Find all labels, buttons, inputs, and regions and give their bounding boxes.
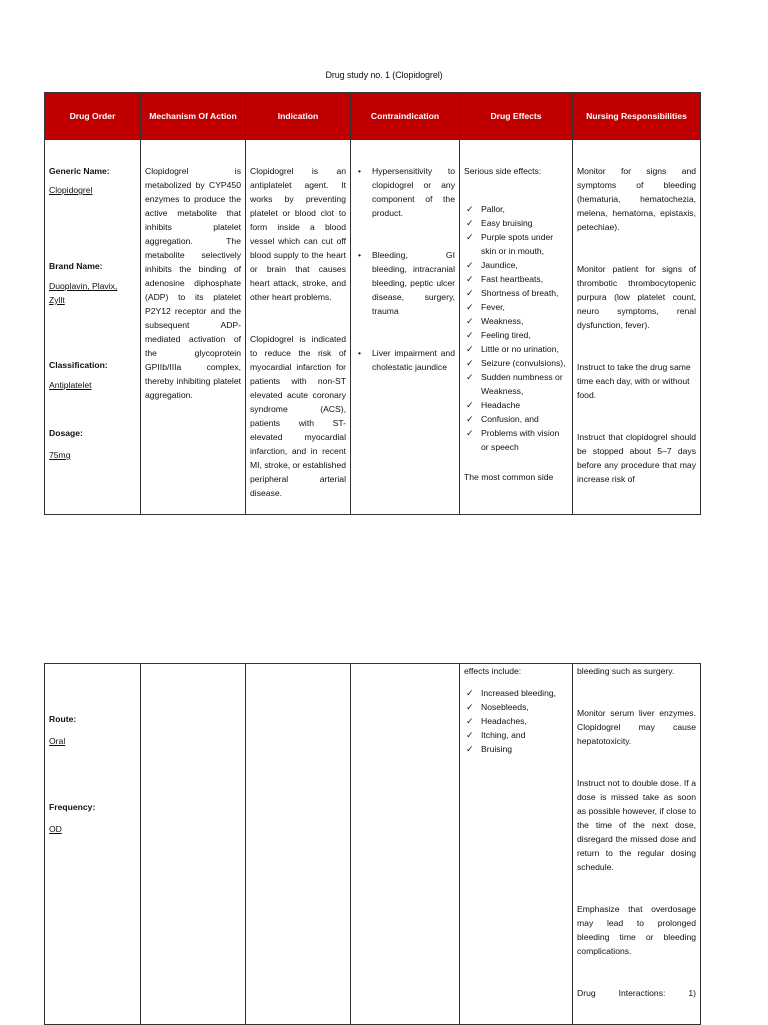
classification-label: Classification:: [49, 360, 108, 370]
nursing-item: Instruct not to double dose. If a dose is missed take as soon as possible however, if close to the time of the next dose, disregard the missed dose and return to the regular dosing schedule.: [577, 778, 696, 872]
table-row: [45, 664, 701, 1025]
nursing-cell-cont: [573, 664, 701, 1025]
serious-effect-item: ✓ Fever,: [464, 300, 568, 314]
route-label: Route:: [49, 714, 77, 724]
header-indication: Indication: [246, 93, 351, 140]
generic-name-label: Generic Name:: [49, 166, 110, 176]
indication-text-1: Clopidogrel is an antiplatelet agent. It works by preventing platelet or blood clot to form inside a blood vessel which can cut off blood supply to the heart or brain that causes heart attack, stroke, and other heart problems.: [250, 166, 346, 302]
serious-effects-intro: Serious side effects:: [464, 166, 542, 176]
common-effects-intro-start: The most common side: [464, 472, 554, 482]
serious-effect-item: ✓ Pallor,: [464, 202, 568, 216]
serious-effect-item: ✓ Problems with vision or speech: [464, 426, 568, 454]
frequency-label: Frequency:: [49, 802, 96, 812]
brand-name-value: Duoplavin, Plavix, Zyllt: [49, 281, 118, 305]
nursing-item: Monitor for signs and symptoms of bleeding (hematuria, hematochezia, melena, hematoma, epistaxis, petechiae).: [577, 166, 696, 232]
serious-effect-item: ✓ Sudden numbness or Weakness,: [464, 370, 568, 398]
serious-effect-item: ✓ Feeling tired,: [464, 328, 568, 342]
header-contraindication: Contraindication: [351, 93, 460, 140]
brand-name-label: Brand Name:: [49, 261, 103, 271]
drug-order-cell: [45, 140, 141, 515]
common-effect-item: ✓ Nosebleeds,: [464, 700, 568, 714]
table-row: [45, 140, 701, 515]
contraindication-item: • Hypersensitivity to clopidogrel or any component of the product.: [355, 164, 455, 220]
nursing-cell: [573, 140, 701, 515]
generic-name-value: Clopidogrel: [49, 185, 93, 195]
drug-effects-cell: [460, 140, 573, 515]
header-nursing: Nursing Responsibilities: [573, 93, 701, 140]
header-drug-order: Drug Order: [45, 93, 141, 140]
serious-effect-item: ✓ Seizure (convulsions),: [464, 356, 568, 370]
nursing-item: Emphasize that overdosage may lead to prolonged bleeding time or bleeding complications.: [577, 904, 696, 956]
dosage-value: 75mg: [49, 450, 71, 460]
nursing-item: Monitor patient for signs of thrombotic thrombocytopenic purpura (low platelet count, neuro symptoms, renal dysfunction, fever).: [577, 264, 696, 330]
dosage-label: Dosage:: [49, 428, 83, 438]
common-effect-item: ✓ Itching, and: [464, 728, 568, 742]
contraindication-cell: [351, 140, 460, 515]
serious-effect-item: ✓ Fast heartbeats,: [464, 272, 568, 286]
nursing-item: bleeding such as surgery.: [577, 666, 675, 676]
drug-effects-cell-cont: [460, 664, 573, 1025]
serious-effect-item: ✓ Easy bruising: [464, 216, 568, 230]
frequency-value: OD: [49, 824, 62, 834]
page-title: Drug study no. 1 (Clopidogrel): [325, 70, 443, 80]
contraindication-item: • Liver impairment and cholestatic jaundice: [355, 346, 455, 374]
mechanism-cell-cont: [141, 664, 246, 1025]
serious-effect-item: ✓ Confusion, and: [464, 412, 568, 426]
common-effect-item: ✓ Increased bleeding,: [464, 686, 568, 700]
nursing-item: Instruct that clopidogrel should be stopped about 5–7 days before any procedure that may increase risk of: [577, 432, 696, 484]
drug-order-cell: [45, 664, 141, 1025]
indication-cell-cont: [246, 664, 351, 1025]
header-mechanism: Mechanism Of Action: [141, 93, 246, 140]
mechanism-cell: [141, 140, 246, 515]
contraindication-item: • Bleeding, GI bleeding, intracranial bleeding, peptic ulcer disease, surgery, trauma: [355, 248, 455, 318]
common-effect-item: ✓ Bruising: [464, 742, 568, 756]
drug-study-table-page2: [44, 663, 701, 1025]
nursing-item: Drug Interactions: 1): [577, 988, 696, 998]
serious-effect-item: ✓ Shortness of breath,: [464, 286, 568, 300]
serious-effect-item: ✓ Little or no urination,: [464, 342, 568, 356]
serious-effect-item: ✓ Weakness,: [464, 314, 568, 328]
drug-study-table-page1: [44, 92, 701, 515]
common-effects-intro-end: effects include:: [464, 666, 522, 676]
serious-effect-item: ✓ Purple spots under skin or in mouth,: [464, 230, 568, 258]
serious-effect-item: ✓ Jaundice,: [464, 258, 568, 272]
table-header-row: [45, 93, 701, 140]
nursing-item: Monitor serum liver enzymes. Clopidogrel may cause hepatotoxicity.: [577, 708, 696, 746]
classification-value: Antiplatelet: [49, 380, 92, 390]
serious-effect-item: ✓ Headache: [464, 398, 568, 412]
header-drug-effects: Drug Effects: [460, 93, 573, 140]
indication-cell: [246, 140, 351, 515]
nursing-item: Instruct to take the drug same time each day, with or without food.: [577, 362, 691, 400]
contraindication-cell-cont: [351, 664, 460, 1025]
common-effect-item: ✓ Headaches,: [464, 714, 568, 728]
indication-text-2: Clopidogrel is indicated to reduce the risk of myocardial infarction for patients with non-ST elevated acute coronary syndrome (ACS), patients with ST-elevated myocardial infarction, and in recent MI, stroke, or established peripheral arterial disease.: [250, 334, 347, 498]
mechanism-text: Clopidogrel is metabolized by CYP450 enzymes to produce the active metabolite that inhibits platelet aggregation. The metabolite selectively inhibits the binding of adenosine diphosphate (ADP) to its platelet P2Y12 receptor and the subsequent ADP-mediated activation of the glycoprotein GPIIb/IIIa complex, thereby inhibiting platelet aggregation.: [145, 166, 241, 400]
route-value: Oral: [49, 736, 66, 746]
